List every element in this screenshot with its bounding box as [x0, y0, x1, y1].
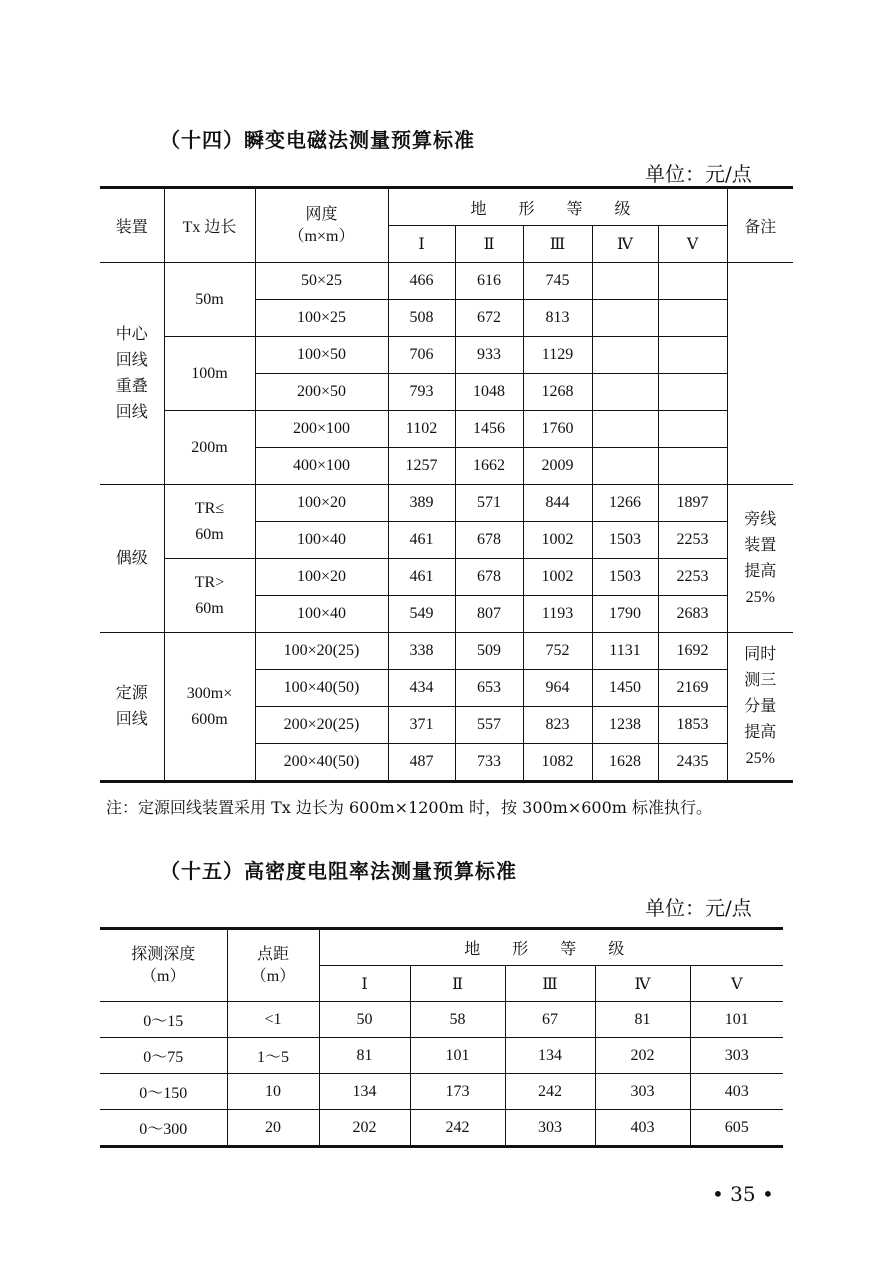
header-grid-unit: （m×m） — [288, 227, 355, 245]
price-cell: 134 — [505, 1038, 595, 1074]
price-cell: 1662 — [455, 448, 523, 485]
header-row — [100, 929, 783, 966]
header-tx: Tx 边长 — [164, 188, 255, 263]
tx-line: 300m× — [186, 684, 233, 702]
price-cell — [658, 448, 727, 485]
price-cell: 2435 — [658, 744, 727, 782]
price-cell: 964 — [523, 670, 592, 707]
header-level: Ⅳ — [592, 226, 658, 263]
price-cell — [658, 300, 727, 337]
tx-line: 600m — [191, 710, 228, 728]
section-14-unit: 单位：元/点 — [645, 162, 752, 186]
tx-cell — [164, 633, 255, 782]
price-cell: 1268 — [523, 374, 592, 411]
tx-cell: 200m — [164, 411, 255, 485]
price-cell: 1002 — [523, 559, 592, 596]
price-cell: 616 — [455, 263, 523, 300]
header-depth-label: 探测深度 — [131, 945, 196, 963]
header-device: 装置 — [100, 188, 164, 263]
device-cell — [100, 485, 164, 633]
price-cell: 1129 — [523, 337, 592, 374]
price-cell: 823 — [523, 707, 592, 744]
remark-line: 测三 — [744, 671, 777, 689]
device-line: 偶级 — [115, 549, 148, 567]
device-line: 回线 — [115, 403, 148, 421]
price-cell: 434 — [388, 670, 455, 707]
price-cell — [592, 337, 658, 374]
price-cell: 1692 — [658, 633, 727, 670]
device-cell — [100, 633, 164, 782]
spacing-cell: 20 — [227, 1110, 319, 1147]
header-terrain: 地 形 等 级 — [319, 929, 783, 966]
tx-cell: 100m — [164, 337, 255, 411]
tx-line: TR> — [194, 573, 225, 591]
price-cell: 202 — [319, 1110, 410, 1147]
price-cell: 1503 — [592, 559, 658, 596]
spacing-cell: 10 — [227, 1074, 319, 1110]
device-cell — [100, 263, 164, 485]
price-cell: 672 — [455, 300, 523, 337]
price-cell: 1193 — [523, 596, 592, 633]
price-cell — [658, 411, 727, 448]
price-cell: 2683 — [658, 596, 727, 633]
price-cell: 807 — [455, 596, 523, 633]
header-level: Ⅴ — [658, 226, 727, 263]
price-cell: 81 — [595, 1002, 690, 1038]
grid-cell: 50×25 — [255, 263, 388, 300]
price-cell — [658, 374, 727, 411]
tx-cell — [164, 559, 255, 633]
grid-cell: 100×20 — [255, 485, 388, 522]
price-cell: 1257 — [388, 448, 455, 485]
header-level: Ⅰ — [319, 966, 410, 1002]
price-cell: 1456 — [455, 411, 523, 448]
depth-cell: 0～15 — [100, 1002, 227, 1038]
header-level: Ⅲ — [523, 226, 592, 263]
price-cell: 1266 — [592, 485, 658, 522]
price-cell: 2009 — [523, 448, 592, 485]
device-line: 回线 — [115, 710, 148, 728]
table-note: 注：定源回线装置采用 Tx 边长为 600m×1200m 时，按 300m×600m 标准执行。 — [106, 798, 713, 817]
remark-line: 分量 — [744, 697, 777, 715]
page-number: • 35 • — [712, 1182, 774, 1206]
price-cell: 1450 — [592, 670, 658, 707]
price-cell: 403 — [595, 1110, 690, 1147]
price-cell: 1048 — [455, 374, 523, 411]
device-line: 中心 — [115, 325, 148, 343]
device-line: 重叠 — [115, 377, 148, 395]
price-cell: 338 — [388, 633, 455, 670]
price-cell: 58 — [410, 1002, 505, 1038]
tx-cell — [164, 485, 255, 559]
header-level: Ⅱ — [455, 226, 523, 263]
price-cell: 2253 — [658, 522, 727, 559]
table-row — [100, 411, 793, 448]
remark-line: 提高 — [744, 723, 777, 741]
header-spacing-label: 点距 — [256, 945, 289, 963]
table-row — [100, 1002, 783, 1038]
header-remark: 备注 — [727, 188, 793, 263]
price-cell — [658, 263, 727, 300]
price-cell: 1102 — [388, 411, 455, 448]
grid-cell: 200×100 — [255, 411, 388, 448]
grid-cell: 100×20 — [255, 559, 388, 596]
header-depth — [100, 929, 227, 1002]
price-cell — [592, 263, 658, 300]
device-line: 回线 — [115, 351, 148, 369]
price-cell: 571 — [455, 485, 523, 522]
header-level: Ⅱ — [410, 966, 505, 1002]
price-cell: 134 — [319, 1074, 410, 1110]
price-cell: 101 — [690, 1002, 783, 1038]
price-cell: 1082 — [523, 744, 592, 782]
price-cell: 678 — [455, 522, 523, 559]
depth-cell: 0～150 — [100, 1074, 227, 1110]
price-cell — [592, 300, 658, 337]
remark-cell — [727, 485, 793, 633]
price-cell: 242 — [505, 1074, 595, 1110]
price-cell: 389 — [388, 485, 455, 522]
price-cell: 1897 — [658, 485, 727, 522]
price-cell: 557 — [455, 707, 523, 744]
header-spacing — [227, 929, 319, 1002]
price-cell: 793 — [388, 374, 455, 411]
price-cell: 242 — [410, 1110, 505, 1147]
price-cell: 403 — [690, 1074, 783, 1110]
header-depth-unit: （m） — [141, 967, 186, 985]
section-14-title: （十四）瞬变电磁法测量预算标准 — [160, 128, 475, 152]
grid-cell: 200×50 — [255, 374, 388, 411]
device-line: 定源 — [115, 684, 148, 702]
header-grid — [255, 188, 388, 263]
price-cell: 1131 — [592, 633, 658, 670]
grid-cell: 100×40 — [255, 596, 388, 633]
price-cell: 745 — [523, 263, 592, 300]
section-15-unit: 单位：元/点 — [645, 896, 752, 920]
price-cell: 933 — [455, 337, 523, 374]
header-row — [100, 188, 793, 226]
price-cell: 173 — [410, 1074, 505, 1110]
price-cell: 752 — [523, 633, 592, 670]
price-cell: 461 — [388, 522, 455, 559]
grid-cell: 100×40(50) — [255, 670, 388, 707]
remark-cell — [727, 263, 793, 485]
price-cell: 1238 — [592, 707, 658, 744]
tx-cell: 50m — [164, 263, 255, 337]
price-cell: 487 — [388, 744, 455, 782]
price-cell: 508 — [388, 300, 455, 337]
price-cell: 202 — [595, 1038, 690, 1074]
remark-line: 旁线 — [744, 510, 777, 528]
table-row — [100, 485, 793, 522]
grid-cell: 100×50 — [255, 337, 388, 374]
header-terrain: 地 形 等 级 — [388, 188, 727, 226]
price-cell — [658, 337, 727, 374]
price-cell: 371 — [388, 707, 455, 744]
price-cell: 1853 — [658, 707, 727, 744]
grid-cell: 100×20(25) — [255, 633, 388, 670]
price-cell — [592, 448, 658, 485]
price-cell: 303 — [595, 1074, 690, 1110]
remark-line: 提高 — [744, 562, 777, 580]
price-cell: 466 — [388, 263, 455, 300]
remark-line: 装置 — [744, 536, 777, 554]
grid-cell: 100×25 — [255, 300, 388, 337]
price-cell: 844 — [523, 485, 592, 522]
price-cell: 303 — [690, 1038, 783, 1074]
price-cell: 678 — [455, 559, 523, 596]
price-cell: 1002 — [523, 522, 592, 559]
price-cell — [592, 411, 658, 448]
price-cell: 549 — [388, 596, 455, 633]
depth-cell: 0～75 — [100, 1038, 227, 1074]
price-cell: 101 — [410, 1038, 505, 1074]
tem-budget-table — [100, 186, 793, 783]
section-15-title: （十五）高密度电阻率法测量预算标准 — [160, 859, 517, 883]
header-level: Ⅲ — [505, 966, 595, 1002]
price-cell: 605 — [690, 1110, 783, 1147]
header-grid-label: 网度 — [305, 205, 338, 223]
price-cell: 1790 — [592, 596, 658, 633]
table-row — [100, 633, 793, 670]
remark-line: 同时 — [744, 645, 777, 663]
price-cell: 50 — [319, 1002, 410, 1038]
resistivity-budget-table — [100, 927, 783, 1148]
table-row — [100, 559, 793, 596]
tx-line: 60m — [195, 599, 224, 617]
table-row — [100, 1038, 783, 1074]
price-cell: 706 — [388, 337, 455, 374]
table-row — [100, 1074, 783, 1110]
spacing-cell: 1～5 — [227, 1038, 319, 1074]
grid-cell: 400×100 — [255, 448, 388, 485]
price-cell: 813 — [523, 300, 592, 337]
price-cell: 509 — [455, 633, 523, 670]
depth-cell: 0～300 — [100, 1110, 227, 1147]
spacing-cell: <1 — [227, 1002, 319, 1038]
remark-line: 25% — [745, 749, 775, 767]
header-level: Ⅴ — [690, 966, 783, 1002]
grid-cell: 200×20(25) — [255, 707, 388, 744]
remark-cell — [727, 633, 793, 782]
price-cell: 1760 — [523, 411, 592, 448]
tx-line: 60m — [195, 525, 224, 543]
grid-cell: 100×40 — [255, 522, 388, 559]
price-cell: 81 — [319, 1038, 410, 1074]
price-cell: 733 — [455, 744, 523, 782]
price-cell: 1628 — [592, 744, 658, 782]
header-level: Ⅳ — [595, 966, 690, 1002]
header-spacing-unit: （m） — [250, 967, 296, 985]
price-cell: 461 — [388, 559, 455, 596]
table-row — [100, 263, 793, 300]
remark-line: 25% — [745, 588, 775, 606]
table-row — [100, 1110, 783, 1147]
price-cell: 653 — [455, 670, 523, 707]
price-cell: 67 — [505, 1002, 595, 1038]
price-cell: 2253 — [658, 559, 727, 596]
header-level: Ⅰ — [388, 226, 455, 263]
table-row — [100, 337, 793, 374]
price-cell: 303 — [505, 1110, 595, 1147]
tx-line: TR≤ — [194, 499, 225, 517]
grid-cell: 200×40(50) — [255, 744, 388, 782]
price-cell: 1503 — [592, 522, 658, 559]
price-cell: 2169 — [658, 670, 727, 707]
price-cell — [592, 374, 658, 411]
